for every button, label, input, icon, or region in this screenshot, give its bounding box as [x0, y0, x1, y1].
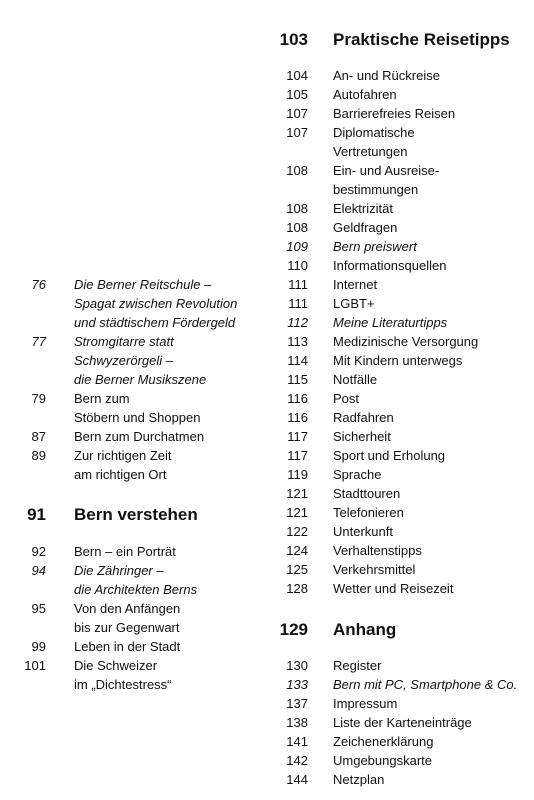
toc-entry-title: Meine Literaturtipps [333, 315, 448, 330]
toc-page-number: 77 [31, 334, 46, 349]
toc-entry-title: Umgebungskarte [333, 753, 432, 768]
toc-page-number: 128 [286, 581, 308, 596]
toc-entry-title: Bern zum Durchatmen [74, 429, 205, 444]
toc-entry-title: Register [333, 658, 382, 673]
toc-entry-title: Bern mit PC, Smartphone & Co. [333, 677, 518, 692]
toc-page-number: 92 [31, 544, 46, 559]
toc-section-title: Anhang [333, 620, 397, 639]
toc-entry-title: Liste der Karteneinträge [333, 715, 472, 730]
toc-entry-title: Autofahren [333, 87, 397, 102]
toc-page-number: 124 [286, 543, 308, 558]
toc-entry-title: Von den Anfängen bis zur Gegenwart [74, 601, 181, 635]
toc-page-number: 110 [287, 258, 308, 273]
toc-page-number: 111 [288, 277, 308, 292]
toc-page-number: 87 [31, 429, 46, 444]
toc-entry-title: Netzplan [333, 772, 385, 787]
toc-entry-title: Bern preiswert [333, 239, 417, 254]
toc-page-number: 121 [286, 505, 308, 520]
toc-entry-title: Post [333, 391, 360, 406]
toc-page-number: 125 [286, 562, 308, 577]
toc-entry-title: Die Schweizer im „Dichtestress“ [74, 658, 172, 692]
toc-page-number: 115 [287, 372, 308, 387]
toc-page-number: 99 [31, 639, 46, 654]
toc-entry-title: Telefonieren [333, 505, 404, 520]
toc-entry-title: Bern zum Stöbern und Shoppen [74, 391, 201, 425]
toc-entry-title: Sprache [333, 467, 382, 482]
toc-page-number: 117 [287, 429, 308, 444]
toc-entry-title: Zur richtigen Zeit am richtigen Ort [74, 448, 172, 482]
toc-entry-title: Sport und Erholung [333, 448, 446, 463]
toc-page-number: 76 [31, 277, 46, 292]
toc-entry-title: Radfahren [333, 410, 394, 425]
toc-page-number: 130 [286, 658, 308, 673]
toc-page-number: 107 [286, 125, 308, 140]
toc-entry-title: Zeichenerklärung [333, 734, 434, 749]
toc-section-number: 91 [27, 505, 46, 524]
toc-section-number: 103 [279, 30, 308, 49]
toc-page-number: 94 [31, 563, 46, 578]
toc-entry-title: Barrierefreies Reisen [333, 106, 456, 121]
toc-page-number: 138 [286, 715, 308, 730]
toc-page-number: 89 [31, 448, 46, 463]
toc-page-number: 114 [287, 353, 308, 368]
toc-page-number: 122 [286, 524, 308, 539]
toc-entry-title: Informationsquellen [333, 258, 447, 273]
toc-page-number: 95 [31, 601, 46, 616]
toc-entry-title: Verkehrsmittel [333, 562, 416, 577]
toc-page-number: 108 [286, 220, 308, 235]
toc-entry-title: LGBT+ [333, 296, 375, 311]
toc-page-number: 117 [287, 448, 308, 463]
toc-page-number: 108 [286, 201, 308, 216]
toc-page-number: 133 [286, 677, 308, 692]
toc-section-title: Bern verstehen [74, 505, 198, 524]
toc-entry-title: Diplomatische Vertretungen [333, 125, 415, 159]
toc-entry-title: Medizinische Versorgung [333, 334, 479, 349]
toc-entry-title: An- und Rückreise [333, 68, 440, 83]
toc-page-number: 116 [287, 410, 308, 425]
toc-page-number: 116 [287, 391, 308, 406]
toc-entry-title: Die Berner Reitschule – Spagat zwischen Revolution und städtischem Fördergeld [74, 277, 238, 330]
toc-entry-title: Leben in der Stadt [74, 639, 181, 654]
toc-entry-title: Elektrizität [333, 201, 393, 216]
toc-page-number: 108 [286, 163, 308, 178]
toc-page-number: 112 [287, 315, 308, 330]
toc-entry-title: Verhaltenstipps [333, 543, 422, 558]
toc-page-number: 141 [286, 734, 308, 749]
toc-section-title: Praktische Reisetipps [333, 30, 510, 49]
toc-page-number: 142 [286, 753, 308, 768]
toc-page-number: 107 [286, 106, 308, 121]
toc-entry-title: Stromgitarre statt Schwyzerörgeli – die Berner Musikszene [74, 334, 207, 387]
toc-page-number: 111 [288, 296, 308, 311]
toc-page-number: 121 [286, 486, 308, 501]
toc-page-number: 105 [286, 87, 308, 102]
toc-page-number: 79 [31, 391, 46, 406]
toc-entry-title: Geldfragen [333, 220, 398, 235]
toc-entry-title: Notfälle [333, 372, 378, 387]
toc-entry-title: Stadttouren [333, 486, 401, 501]
toc-page-number: 109 [286, 239, 308, 254]
toc-entry-title: Impressum [333, 696, 398, 711]
toc-entry-title: Wetter und Reisezeit [333, 581, 454, 596]
toc-entry-title: Bern – ein Porträt [74, 544, 176, 559]
toc-entry-title: Internet [333, 277, 378, 292]
toc-entry-title: Mit Kindern unterwegs [333, 353, 463, 368]
toc-page-number: 144 [286, 772, 308, 787]
toc-entry-title: Unterkunft [333, 524, 393, 539]
toc-entry-title: Die Zähringer – die Architekten Berns [74, 563, 198, 597]
toc-section-number: 129 [279, 620, 308, 639]
toc-page-number: 104 [286, 68, 308, 83]
toc-page-number: 119 [287, 467, 308, 482]
toc-page-number: 137 [286, 696, 308, 711]
toc-entry-title: Sicherheit [333, 429, 391, 444]
toc-page-number: 113 [287, 334, 308, 349]
toc-entry-title: Ein- und Ausreise- bestimmungen [333, 163, 440, 197]
toc-page-number: 101 [24, 658, 46, 673]
